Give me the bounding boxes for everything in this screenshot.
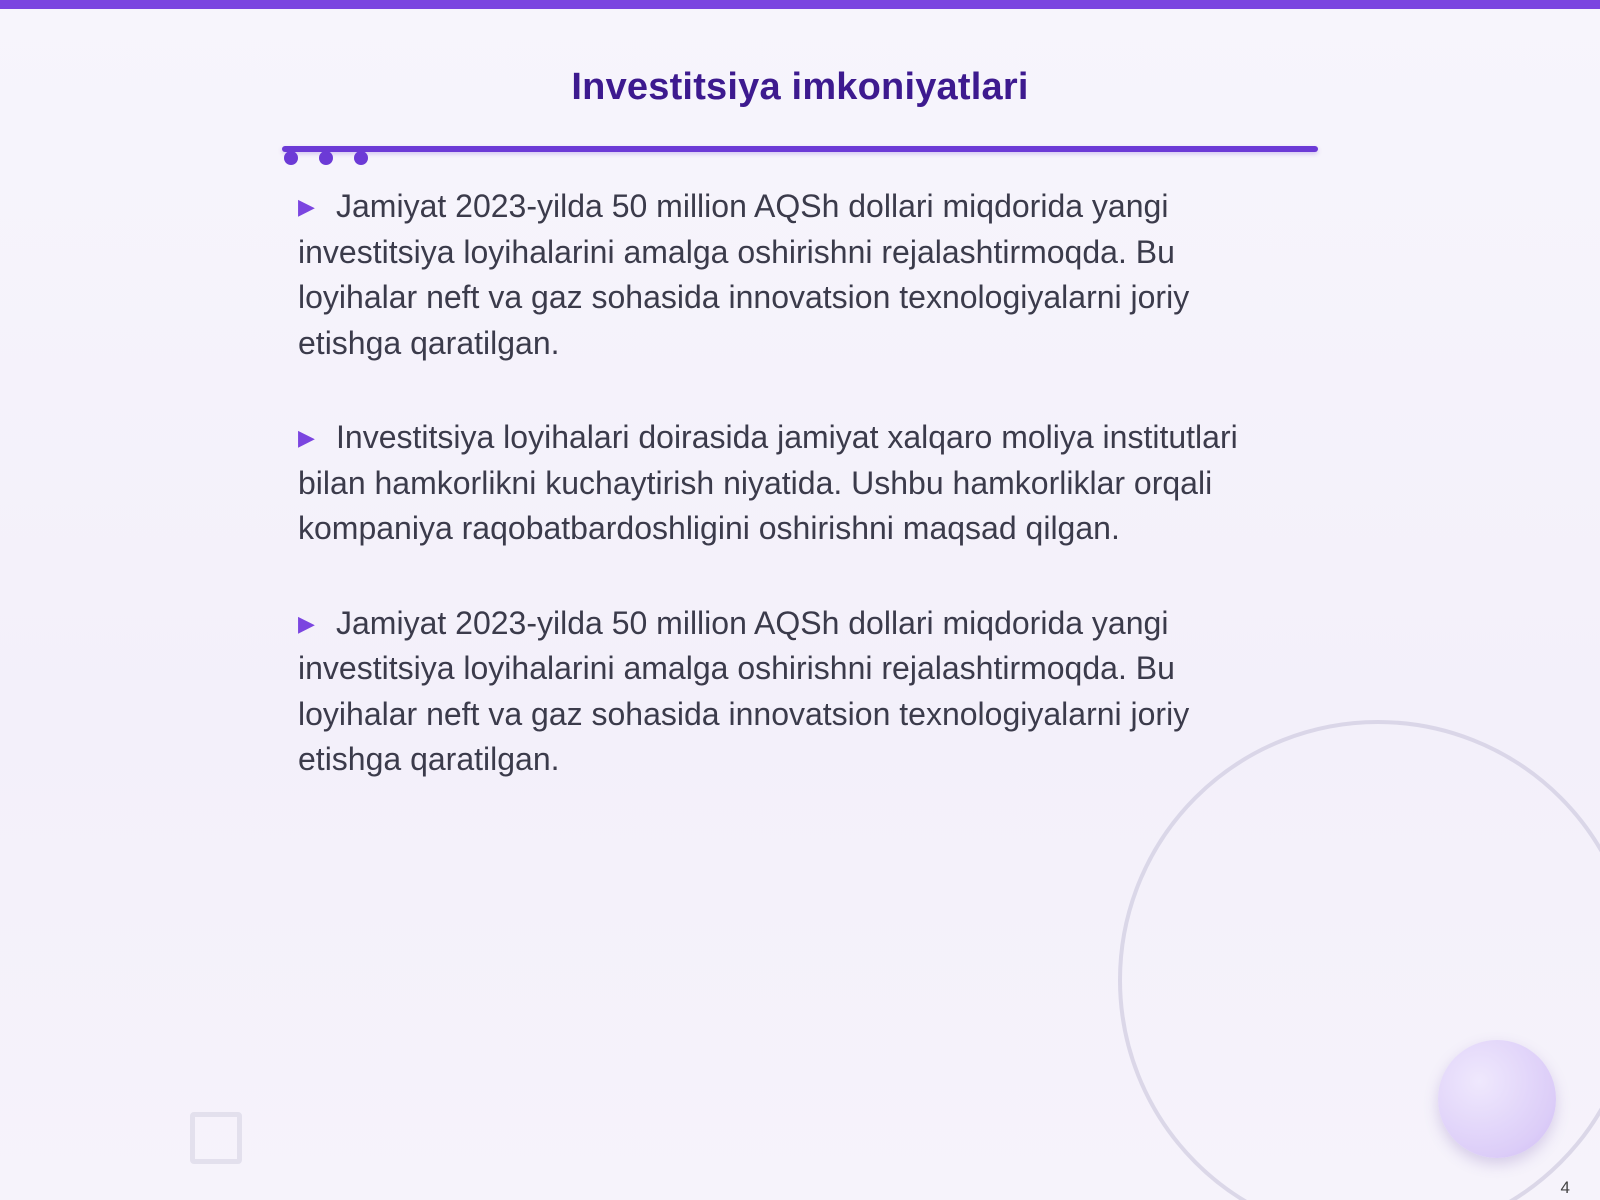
decor-circle-filled [1438,1040,1556,1158]
title-underline [282,146,1318,152]
bullet-paragraph [298,184,1298,366]
page-number: 4 [1560,1178,1570,1197]
triangle-bullet-icon: ▶ [298,610,315,636]
decor-dot [319,151,333,165]
bullet-text: Investitsiya loyihalari doirasida jamiyat xalqaro moliya institutlari bilan hamkorlikni kuchaytirish niyatida. Ushbu hamkorliklar orqali kompaniya raqobatbardoshligini oshirishni maqsad qilgan. [298,419,1238,546]
triangle-bullet-icon: ▶ [298,194,315,219]
slide-title: Investitsiya imkoniyatlari [571,66,1029,108]
top-accent-bar [0,0,1600,9]
decor-dot [284,151,298,165]
bullet-list [298,184,1298,832]
bullet-text: Jamiyat 2023-yilda 50 million AQSh dollari miqdorida yangi investitsiya loyihalarini amalga oshirishni rejalashtirmoqda. Bu loyihalar neft va gaz sohasida innovatsion texnologiyalarni joriy etishga qaratilgan. [298,604,1190,777]
bullet-paragraph [298,601,1298,783]
triangle-bullet-icon: ▶ [298,425,315,450]
bullet-text: Jamiyat 2023-yilda 50 million AQSh dollari miqdorida yangi investitsiya loyihalarini amalga oshirishni rejalashtirmoqda. Bu loyihalar neft va gaz sohasida innovatsion texnologiyalarni joriy etishga qaratilgan. [298,188,1190,361]
decor-dot [354,151,368,165]
decor-square [190,1112,242,1164]
bullet-paragraph [298,415,1298,552]
